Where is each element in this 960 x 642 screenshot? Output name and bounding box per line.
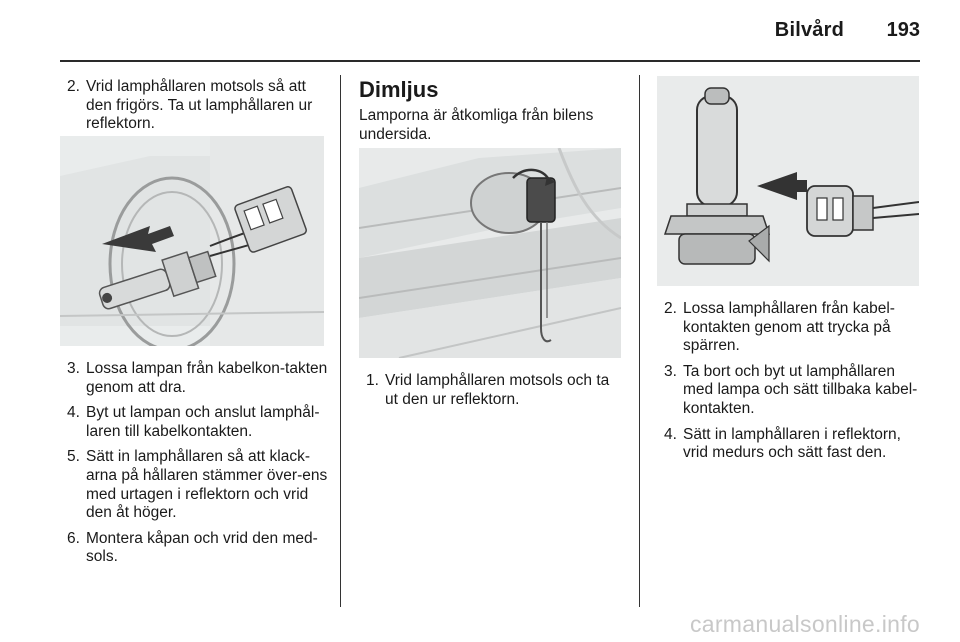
figure-headlamp-holder — [60, 136, 324, 346]
headlamp-holder-illustration — [60, 136, 324, 346]
right-steps — [657, 300, 925, 463]
step-number: 4. — [67, 404, 80, 422]
step-item — [60, 448, 328, 522]
step-text: Montera kåpan och vrid den med-sols. — [86, 529, 318, 566]
step-number: 1. — [366, 372, 379, 389]
step-number: 4. — [664, 425, 677, 443]
step-number: 6. — [67, 529, 80, 547]
header-divider — [60, 60, 920, 62]
page-number: 193 — [886, 19, 920, 41]
column-divider-right — [639, 75, 640, 607]
step-text: Vrid lamphållaren motsols och ta ut den ur reflektorn. — [385, 372, 610, 408]
step-number: 5. — [67, 448, 80, 466]
step-number: 2. — [67, 78, 80, 95]
step-item — [359, 372, 624, 409]
step-text: Lossa lamphållaren från kabel-kontakten genom att trycka på spärren. — [683, 300, 895, 355]
step-item — [60, 360, 328, 397]
step-number: 3. — [664, 362, 677, 380]
figure-fog-lamp-access — [359, 148, 621, 358]
left-step-top — [60, 78, 328, 134]
step-text: Byt ut lampan och anslut lamphål-laren till kabelkontakten. — [86, 404, 320, 440]
header-title: Bilvård — [774, 19, 844, 41]
step-item — [60, 530, 328, 567]
step-text: Lossa lampan från kabelkon-takten genom att dra. — [86, 360, 328, 396]
step-item — [657, 426, 925, 463]
step-number: 2. — [664, 300, 677, 317]
step-item — [657, 300, 925, 356]
left-steps — [60, 360, 328, 567]
step-text: Ta bort och byt ut lamphållaren med lampa och sätt tillbaka kabel-kontakten. — [683, 362, 918, 417]
watermark: carmanualsonline.info — [689, 611, 920, 637]
figure-fog-bulb-removal — [657, 76, 919, 286]
step-item — [657, 363, 925, 419]
step-item — [60, 404, 328, 441]
section-title: Dimljus — [359, 77, 439, 102]
step-item — [60, 78, 328, 134]
step-text: Sätt in lamphållaren så att klack-arna på hållaren stämmer över-ens med urtagen i reflektorn och vrid den åt höger. — [86, 448, 328, 522]
step-text: Sätt in lamphållaren i reflektorn, vrid medurs och sätt fast den. — [683, 425, 901, 462]
middle-steps — [359, 372, 624, 409]
section-intro: Lamporna är åtkomliga från bilens undersida. — [359, 107, 594, 143]
step-text: Vrid lamphållaren motsols så att den frigörs. Ta ut lamphållaren ur reflektorn. — [86, 78, 313, 133]
column-divider-left — [340, 75, 341, 607]
step-number: 3. — [67, 360, 80, 377]
fog-lamp-access-illustration — [359, 148, 621, 358]
fog-bulb-removal-illustration — [657, 76, 919, 286]
